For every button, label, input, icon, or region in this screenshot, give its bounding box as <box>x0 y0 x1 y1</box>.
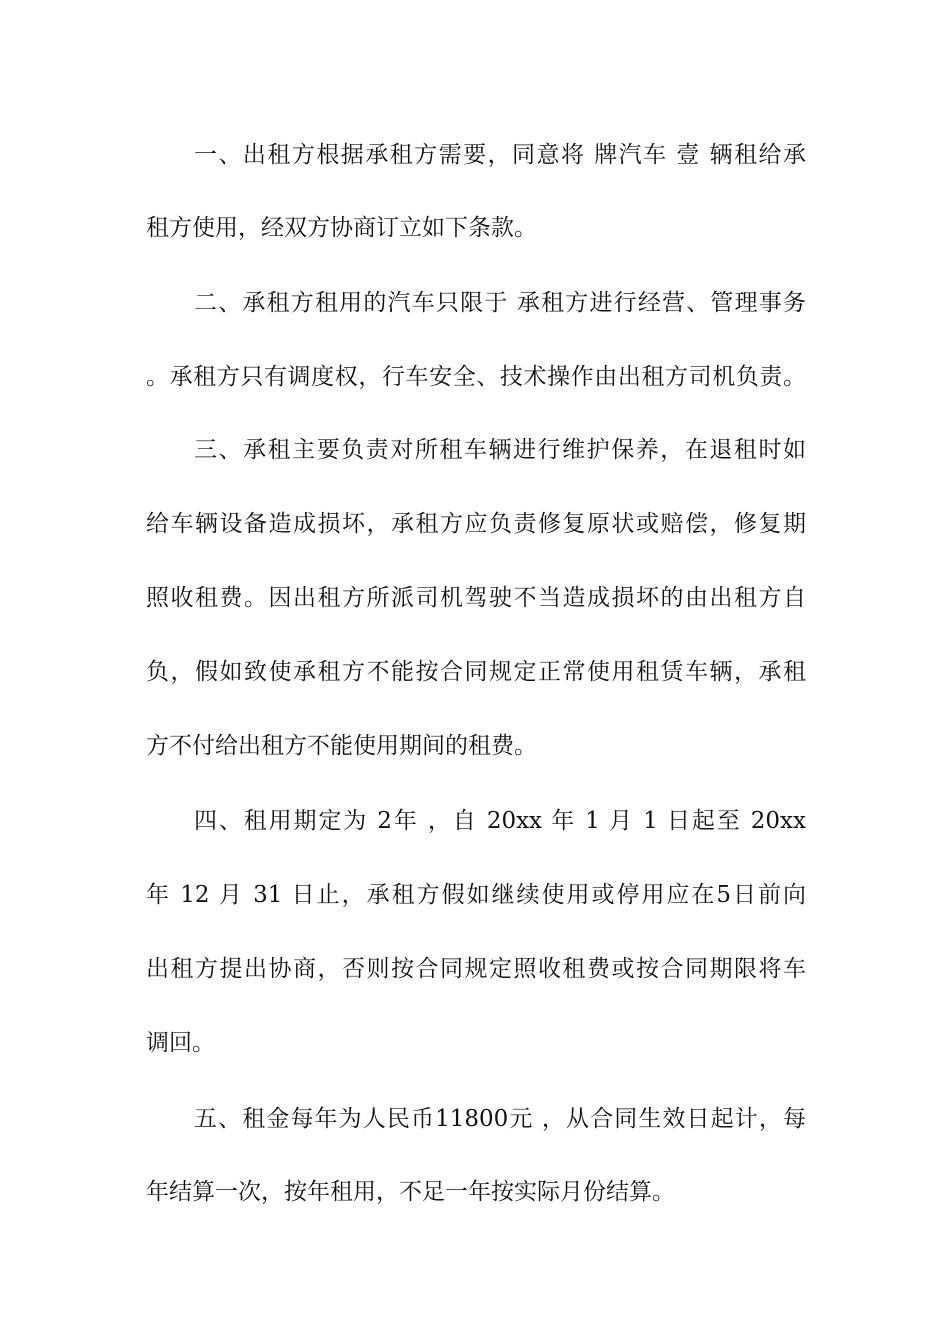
paragraph-2-line-2: 。承租方只有调度权，行车安全、技术操作由出租方司机负责。 <box>146 364 806 390</box>
paragraph-3-line-2: 给车辆设备造成损坏，承租方应负责修复原状或赔偿，修复期 <box>146 511 806 537</box>
paragraph-2-line-1: 二、承租方租用的汽车只限于 承租方进行经营、管理事务 <box>194 290 806 316</box>
paragraph-1-line-2: 租方使用，经双方协商订立如下条款。 <box>146 215 537 241</box>
paragraph-4-line-4: 调回。 <box>146 1030 215 1056</box>
paragraph-4-line-3: 出租方提出协商，否则按合同规定照收租费或按合同期限将车 <box>146 956 806 982</box>
paragraph-5-line-2: 年结算一次，按年租用，不足一年按实际月份结算。 <box>146 1179 675 1205</box>
paragraph-3-line-4: 负，假如致使承租方不能按合同规定正常使用租赁车辆，承租 <box>146 659 806 685</box>
paragraph-4-line-1: 四、租用期定为 2年 ，自 20xx 年 1 月 1 日起至 20xx <box>194 808 806 834</box>
paragraph-3-line-5: 方不付给出租方不能使用期间的租费。 <box>146 733 537 759</box>
paragraph-1-line-1: 一、出租方根据承租方需要，同意将 牌汽车 壹 辆租给承 <box>194 142 806 168</box>
paragraph-3-line-1: 三、承租主要负责对所租车辆进行维护保养，在退租时如 <box>194 437 806 463</box>
paragraph-3-line-3: 照收租费。因出租方所派司机驾驶不当造成损坏的由出租方自 <box>146 585 806 611</box>
paragraph-4-line-2: 年 12 月 31 日止，承租方假如继续使用或停用应在5日前向 <box>146 882 806 908</box>
paragraph-5-line-1: 五、租金每年为人民币11800元 ，从合同生效日起计，每 <box>194 1106 806 1132</box>
